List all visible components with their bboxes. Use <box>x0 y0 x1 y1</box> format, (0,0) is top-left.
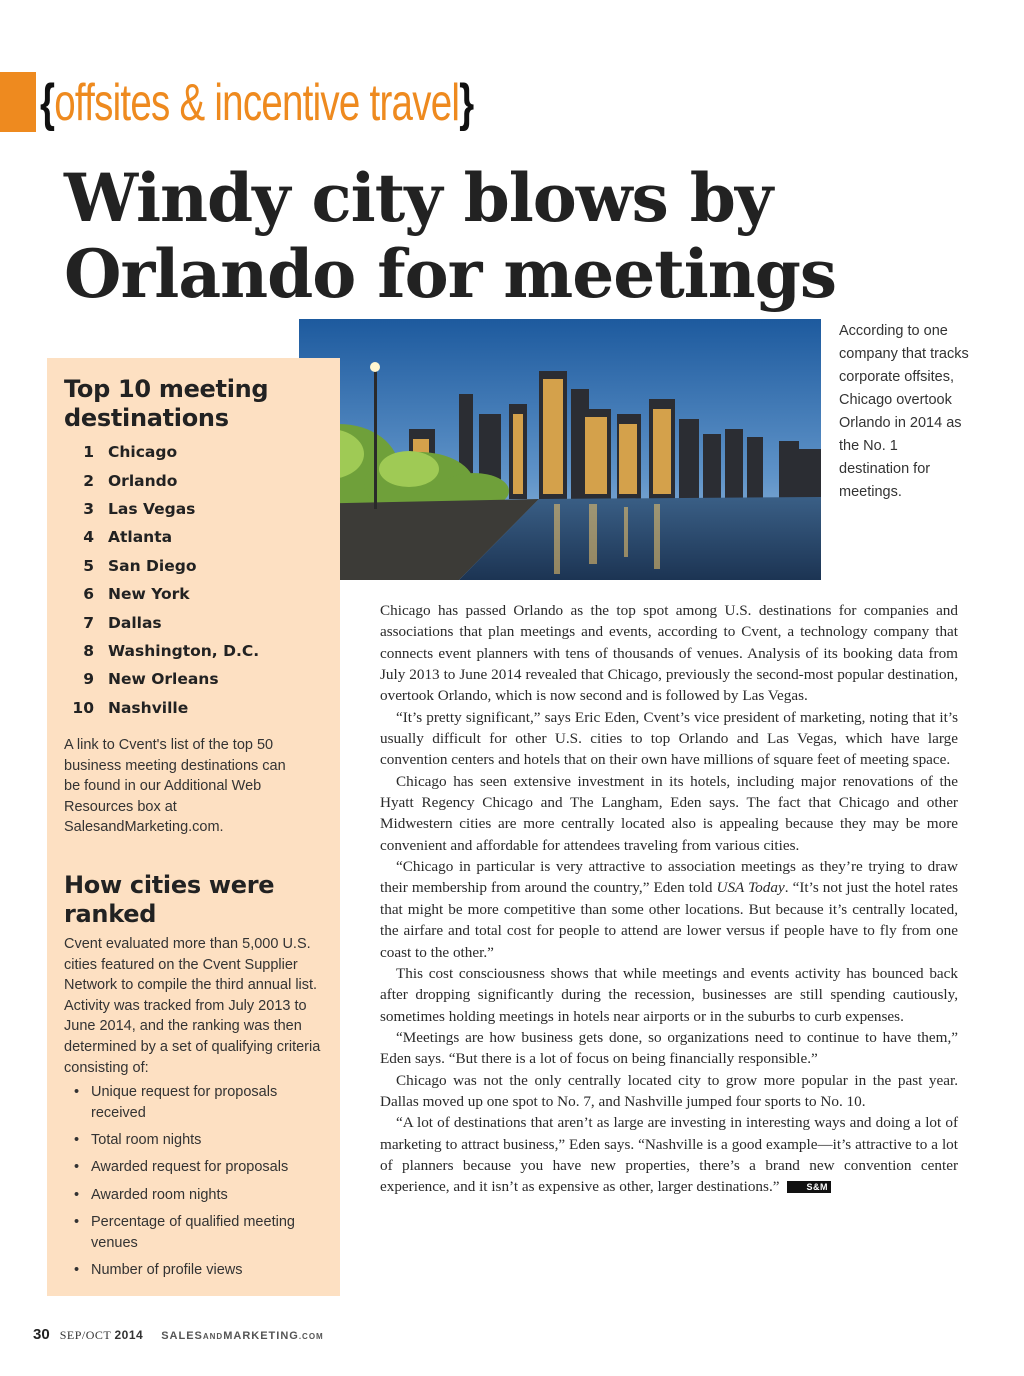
article-paragraph <box>380 1112 958 1197</box>
magazine-url <box>161 1330 324 1342</box>
list-item <box>64 580 324 608</box>
section-open-bracket: { <box>40 74 55 132</box>
rank-number: 8 <box>83 641 94 660</box>
rank-number: 5 <box>83 556 94 575</box>
issue-date <box>60 1328 144 1343</box>
rank-number: 6 <box>83 585 94 604</box>
list-item <box>64 438 324 466</box>
list-item <box>64 608 324 636</box>
city-name: Dallas <box>108 613 162 632</box>
issue-year: 2014 <box>114 1328 144 1342</box>
city-name: New Orleans <box>108 670 219 689</box>
destination-list <box>64 438 324 722</box>
mag-part: SALES <box>161 1330 203 1342</box>
page-number: 30 <box>33 1326 50 1343</box>
list-item <box>64 495 324 523</box>
skyline-photo <box>299 319 821 580</box>
list-item: • Total room nights <box>64 1130 334 1151</box>
article-paragraph: Chicago has passed Orlando as the top spot among U.S. destinations for companies and associations that plan meetings and events, according to Cvent, a technology company that connects event planners with tens of thousands of venues. Analysis of its booking data from July 2013 to June 2014 revealed that Chicago, previously the second-most popular destination, overtook Orlando, which is now second and is followed by Las Vegas. <box>380 602 958 705</box>
rank-number: 10 <box>72 698 94 717</box>
ranking-description: Cvent evaluated more than 5,000 U.S. cities featured on the Cvent Supplier Network to compile the third annual list. Activity was tracked from July 2013 to June 2014, and the ranking was then determined by a set of qualifying criteria consisting of: <box>64 936 321 1076</box>
city-name: Atlanta <box>108 528 173 547</box>
paragraph-text: “A lot of destinations that aren’t as large are investing in interesting ways and doing a lot of marketing to attract business,” Eden says. “Nashville is a good example—it’s attractive to a lot of planners because you have new properties, there’s a brand new convention center experience, and it isn’t as expensive as other, larger destinations.” <box>380 1114 958 1196</box>
city-name: Washington, D.C. <box>108 641 260 660</box>
city-name: Nashville <box>108 698 189 717</box>
ranking-heading: How cities were ranked <box>64 871 275 928</box>
city-name: Las Vegas <box>108 499 196 518</box>
city-name: Chicago <box>108 443 178 462</box>
list-item <box>64 694 324 722</box>
article-paragraph: “It’s pretty significant,” says Eric Eden, Cvent’s vice president of marketing, noting that it’s usually difficult for other U.S. cities to top Orlando and Las Vegas, which have large convention centers and hotels that on their own have millions of square feet of meeting space. <box>380 708 958 769</box>
rank-number: 1 <box>83 443 94 462</box>
end-mark-icon: S&M <box>787 1181 831 1193</box>
page-footer <box>33 1326 324 1346</box>
rank-number: 2 <box>83 471 94 490</box>
list-item: • Percentage of qualified meeting venues <box>64 1212 334 1253</box>
article-paragraph: Chicago has seen extensive investment in its hotels, including major renovations of the Hyatt Regency Chicago and The Langham, Eden says. The fact that Chicago and other Midwestern cities are more centrally located also is appealing because they may be more convenient and affordable for attendees traveling from various cities. <box>380 772 958 854</box>
list-item: • Unique request for proposals received <box>64 1082 334 1123</box>
list-item: • Awarded request for proposals <box>64 1157 334 1178</box>
web-resources-note: A link to Cvent's list of the top 50 business meeting destinations can be found in our Additional Web Resources box at SalesandMarketing.com. <box>64 737 286 836</box>
article-paragraph: “Meetings are how business gets done, so organizations need to continue to have them,” Eden says. “But there is a lot of focus on being financially responsible.” <box>380 1028 958 1068</box>
skyline-photo-illustration <box>299 319 821 580</box>
mag-part: .COM <box>298 1332 324 1341</box>
list-item <box>64 523 324 551</box>
rank-number: 4 <box>83 528 94 547</box>
photo-caption: According to one company that tracks corporate offsites, Chicago overtook Orlando in 2014 as the No. 1 destination for meetings. <box>839 323 969 500</box>
list-item <box>64 552 324 580</box>
city-name: New York <box>108 585 190 604</box>
article-paragraph: Chicago was not the only centrally located city to grow more popular in the past year. Dallas moved up one spot to No. 7, and Nashville jumped four sports to No. 10. <box>380 1071 958 1110</box>
article-headline: Windy city blows by Orlando for meetings <box>64 159 837 313</box>
rank-number: 7 <box>83 613 94 632</box>
paragraph-text: . “It’s not just the hotel rates that might be more competitive than some other locations. But because it’s centrally located, the airfare and total cost for people to attend are lower versus if people have to fly from one coast to the other.” <box>380 879 959 961</box>
mag-part: MARKETING <box>223 1330 299 1342</box>
rank-number: 3 <box>83 499 94 518</box>
city-name: Orlando <box>108 471 178 490</box>
list-item <box>64 665 324 693</box>
article-paragraph: This cost consciousness shows that while meetings and events activity has bounced back after dropping significantly during the recession, businesses are still spending cautiously, sometimes holding meetings in hotels near airports or in the suburbs to curb expenses. <box>380 964 958 1025</box>
city-name: San Diego <box>108 556 197 575</box>
article-paragraph <box>380 856 958 963</box>
publication-name: USA Today <box>716 879 785 897</box>
paragraph-text: “Chicago in particular is very attractive to association meetings as they’re trying to draw their membership from around the country,” Eden told <box>380 858 958 897</box>
section-close-bracket: } <box>459 74 474 132</box>
list-item: • Number of profile views <box>64 1260 334 1281</box>
section-label-text: offsites & incentive travel <box>54 74 460 132</box>
rank-number: 9 <box>83 670 94 689</box>
section-accent-tab <box>0 72 36 132</box>
article-body <box>380 600 958 1198</box>
list-item <box>64 637 324 665</box>
mag-part: AND <box>202 1332 224 1341</box>
top10-heading: Top 10 meeting destinations <box>64 375 269 432</box>
criteria-list <box>64 1082 334 1288</box>
list-item: • Awarded room nights <box>64 1185 334 1206</box>
section-label <box>40 68 473 138</box>
list-item <box>64 466 324 494</box>
issue-month: SEP/OCT <box>59 1328 111 1342</box>
